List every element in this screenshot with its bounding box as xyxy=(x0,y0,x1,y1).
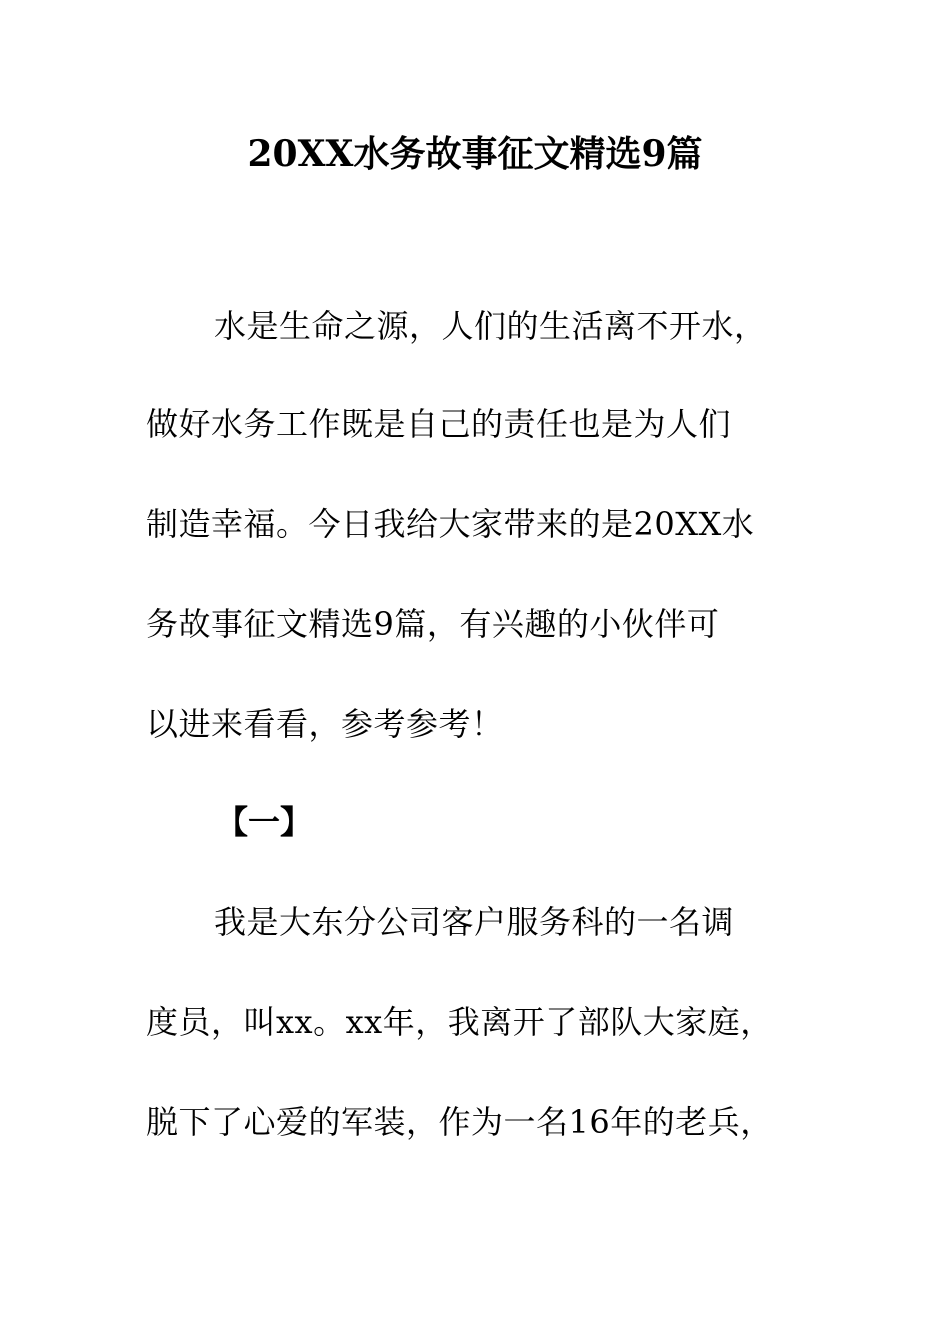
section-heading-1: 【一】 xyxy=(216,803,313,841)
section1-line-2: 度员，叫xx。xx年，我离开了部队大家庭， xyxy=(146,1003,773,1041)
intro-line-2: 做好水务工作既是自己的责任也是为人们 xyxy=(146,405,732,443)
intro-line-4: 务故事征文精选9篇，有兴趣的小伙伴可 xyxy=(146,605,720,643)
section1-line-3: 脱下了心爱的军装，作为一名16年的老兵， xyxy=(146,1103,773,1141)
section1-line-1: 我是大东分公司客户服务科的一名调 xyxy=(214,903,735,941)
intro-line-3: 制造幸福。今日我给大家带来的是20XX水 xyxy=(146,505,755,543)
intro-line-5: 以进来看看，参考参考！ xyxy=(146,705,504,743)
intro-line-1: 水是生命之源，人们的生活离不开水， xyxy=(214,307,767,345)
document-title: 20XX水务故事征文精选9篇 xyxy=(247,133,703,175)
